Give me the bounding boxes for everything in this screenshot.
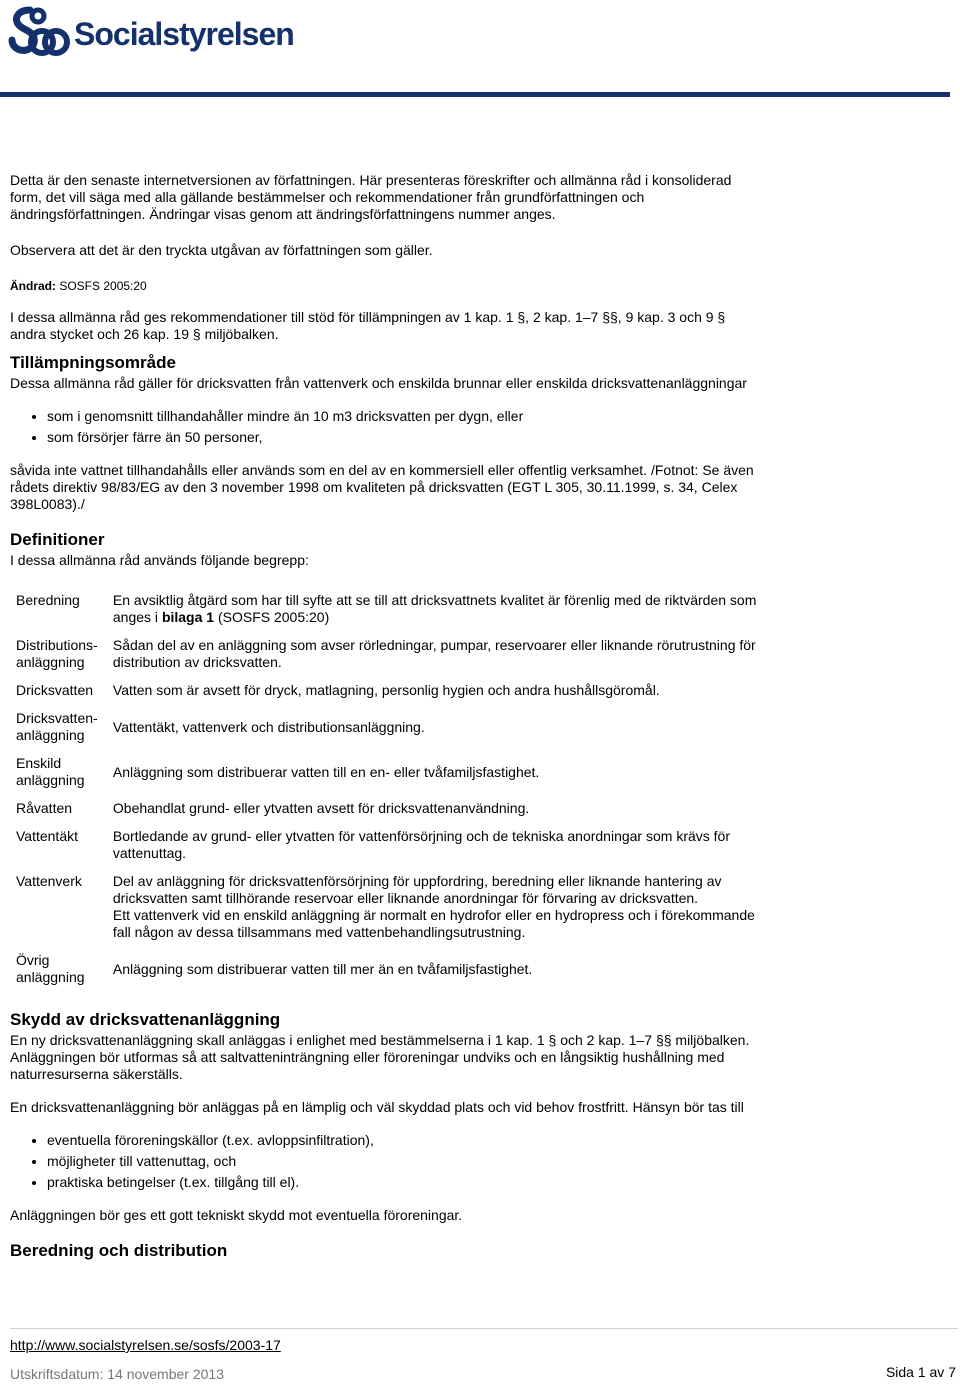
definition: Vatten som är avsett för dryck, matlagning, personlig hygien och andra hushållsgöromål. — [112, 682, 660, 698]
amendment-value: SOSFS 2005:20 — [59, 279, 147, 293]
scope-text: Dessa allmänna råd gäller för dricksvatten från vattenverk och enskilda brunnar eller enskilda dricksvattenanläggningar — [10, 375, 747, 391]
term: Distributions- anläggning — [16, 637, 98, 670]
table-row — [10, 797, 760, 825]
brand-name: Socialstyrelsen — [74, 15, 294, 52]
intro-paragraph: Detta är den senaste internetversionen av författningen. Här presenteras föreskrifter och allmänna råd i konsoliderad form, det vill säga med alla gällande bestämmelser och rekommendationer från grundförfattningen och ändringsförfattningen. Ändringar visas genom att ändringsförfattningens nummer anges. — [10, 172, 732, 222]
term: Övrig anläggning — [16, 952, 85, 985]
table-row — [10, 752, 760, 797]
table-row — [10, 589, 760, 634]
definition: Anläggning som distribuerar vatten till en en- eller tvåfamiljsfastighet. — [112, 763, 540, 780]
protection-p2: En dricksvattenanläggning bör anläggas på en lämplig och väl skyddad plats och vid behov frostfritt. Hänsyn bör tas till — [10, 1099, 744, 1115]
definitions-table — [10, 589, 760, 994]
definition: Sådan del av en anläggning som avser rörledningar, pumpar, reservoarer eller liknande rörutrustning för distribution av dricksvatten. — [112, 637, 756, 670]
definition: Anläggning som distribuerar vatten till mer än en tvåfamiljsfastighet. — [112, 960, 533, 977]
socialstyrelsen-logo-icon — [8, 4, 70, 58]
scope-list — [10, 408, 760, 446]
print-date: Utskriftsdatum: 14 november 2013 — [10, 1366, 224, 1382]
page-footer — [10, 1328, 958, 1382]
definition: Vattentäkt, vattenverk och distributionsanläggning. — [112, 718, 425, 735]
protection-p3: Anläggningen bör ges ett gott tekniskt skydd mot eventuella föroreningar. — [10, 1207, 463, 1223]
document-body — [10, 172, 760, 1263]
heading-definitions: Definitioner — [10, 530, 105, 549]
definition: Obehandlat grund- eller ytvatten avsett för dricksvattenanvändning. — [112, 800, 530, 816]
footer-divider — [10, 1328, 958, 1329]
table-row — [10, 634, 760, 679]
heading-next: Beredning och distribution — [10, 1241, 228, 1260]
term: Vattentäkt — [16, 828, 79, 844]
list-item: • som försörjer färre än 50 personer, — [47, 429, 760, 446]
header-rule — [0, 92, 950, 97]
lead-paragraph: I dessa allmänna råd ges rekommendationer till stöd för tillämpningen av 1 kap. 1 §, 2 kap. 1–7 §§, 9 kap. 3 och 9 § andra stycket och 26 kap. 19 § miljöbalken. — [10, 309, 726, 342]
list-item: • möjligheter till vattenuttag, och — [47, 1153, 760, 1170]
definition: Del av anläggning för dricksvattenförsörjning för uppfordring, beredning eller liknande hantering av dricksvatten samt tillhörande reservoar eller liknande anordningar för förvaring av dricksvatten. Ett vattenverk vid en enskild anläggning är normalt en hydrofor eller en hydropress och i förekommande fall någon av dessa tillsammans med vattenbehandlingsutrustning. — [112, 873, 755, 940]
protection-list — [10, 1132, 760, 1191]
term: Enskild anläggning — [16, 755, 85, 788]
list-item: • som i genomsnitt tillhandahåller mindre än 10 m3 dricksvatten per dygn, eller — [47, 408, 760, 425]
heading-scope: Tillämpningsområde — [10, 353, 176, 372]
protection-p1: En ny dricksvattenanläggning skall anläggas i enlighet med bestämmelserna i 1 kap. 1 § och 2 kap. 1–7 §§ miljöbalken. Anläggningen bör utformas så att saltvatteninträngning eller föroreningar undviks och en långsiktig hushållning med naturresurserna säkerställs. — [10, 1032, 750, 1082]
heading-protection: Skydd av dricksvattenanläggning — [10, 1010, 281, 1029]
definitions-text: I dessa allmänna råd används följande begrepp: — [10, 552, 309, 568]
table-row — [10, 707, 760, 752]
term: Beredning — [16, 592, 80, 608]
table-row — [10, 870, 760, 949]
term: Vattenverk — [16, 873, 82, 889]
table-row — [10, 825, 760, 870]
scope-after: såvida inte vattnet tillhandahålls eller används som en del av en kommersiell eller offentlig verksamhet. /Fotnot: Se även rådets direktiv 98/83/EG av den 3 november 1998 om kvaliteten på dricksvatten (EGT L 305, 30.11.1999, s. 34, Celex 398L0083)./ — [10, 462, 754, 512]
term: Råvatten — [16, 800, 73, 816]
page-header — [0, 0, 960, 100]
source-link[interactable]: http://www.socialstyrelsen.se/sosfs/2003-17 — [10, 1337, 281, 1353]
page-number: Sida 1 av 7 — [885, 1364, 956, 1380]
amendment-label: Ändrad: — [10, 279, 56, 293]
definition: En avsiktlig åtgärd som har till syfte att se till att dricksvattnets kvalitet är förenlig med de riktvärden som anges i bilaga 1 (SOSFS 2005:20) — [112, 592, 757, 625]
list-item: • eventuella föroreningskällor (t.ex. avloppsinfiltration), — [47, 1132, 760, 1149]
table-row — [10, 679, 760, 707]
observe-paragraph: Observera att det är den tryckta utgåvan av författningen som gäller. — [10, 242, 433, 258]
list-item: • praktiska betingelser (t.ex. tillgång till el). — [47, 1174, 760, 1191]
definition: Bortledande av grund- eller ytvatten för vattenförsörjning och de tekniska anordningar som krävs för vattenuttag. — [112, 828, 730, 861]
term: Dricksvatten — [16, 682, 94, 698]
term: Dricksvatten- anläggning — [16, 710, 98, 743]
brand-logo[interactable] — [8, 2, 294, 60]
table-row — [10, 949, 760, 994]
amendment-note — [10, 278, 760, 295]
appendix-ref: bilaga 1 — [161, 609, 215, 625]
